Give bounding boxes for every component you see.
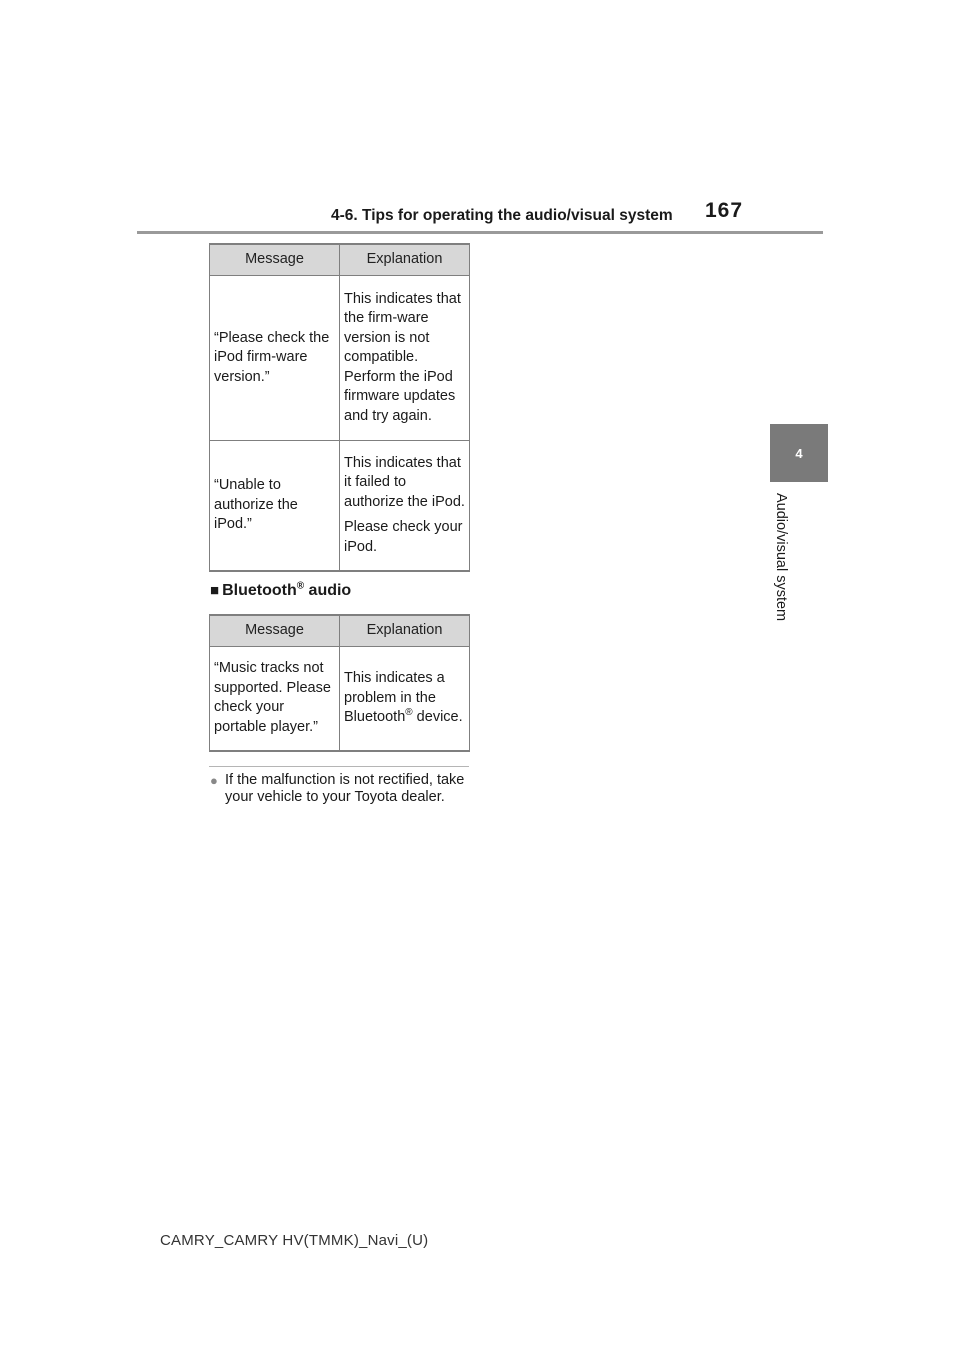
column-header-explanation: Explanation	[340, 615, 470, 647]
note-text: If the malfunction is not rectified, take your vehicle to your Toyota dealer.	[225, 772, 465, 805]
square-bullet-icon: ■	[210, 582, 220, 599]
chapter-tab: 4	[770, 424, 828, 482]
table-row	[210, 647, 470, 751]
section-title-suffix: audio	[304, 582, 352, 599]
column-header-message: Message	[210, 615, 340, 647]
message-cell: “Music tracks not supported. Please check your portable player.”	[210, 647, 340, 751]
header-rule	[137, 231, 823, 234]
message-cell: “Unable to authorize the iPod.”	[210, 441, 340, 571]
registered-mark: ®	[405, 707, 413, 719]
explanation-text: This indicates that it failed to authorize the iPod.	[344, 454, 465, 510]
footer-code: CAMRY_CAMRY HV(TMMK)_Navi_(U)	[160, 1232, 429, 1249]
column-header-message: Message	[210, 244, 340, 276]
page-number: 167	[705, 199, 744, 222]
table-header-row	[210, 615, 470, 647]
section-heading-bluetooth	[210, 582, 351, 600]
ipod-message-table	[209, 243, 470, 572]
explanation-cell	[340, 441, 470, 571]
header-title: 4-6. Tips for operating the audio/visual system	[331, 207, 673, 224]
note-divider	[209, 766, 469, 767]
table-row	[210, 276, 470, 441]
section-title: Bluetooth	[222, 582, 297, 599]
chapter-label: Audio/visual system	[773, 493, 789, 622]
explanation-text: This indicates a problem in the Bluetooth	[344, 670, 445, 725]
bluetooth-message-table	[209, 614, 470, 752]
column-header-explanation: Explanation	[340, 244, 470, 276]
explanation-cell: This indicates that the firm-ware version is not compatible. Perform the iPod firmware updates and try again.	[340, 276, 470, 441]
registered-mark: ®	[296, 580, 305, 592]
explanation-cell	[340, 647, 470, 751]
message-cell: “Please check the iPod firm-ware version.”	[210, 276, 340, 441]
circle-bullet-icon: ●	[210, 773, 218, 788]
note	[210, 772, 472, 806]
explanation-extra-text: Please check your iPod.	[344, 519, 463, 555]
explanation-text-end: device.	[412, 709, 463, 725]
table-header-row	[210, 244, 470, 276]
table-row	[210, 441, 470, 571]
